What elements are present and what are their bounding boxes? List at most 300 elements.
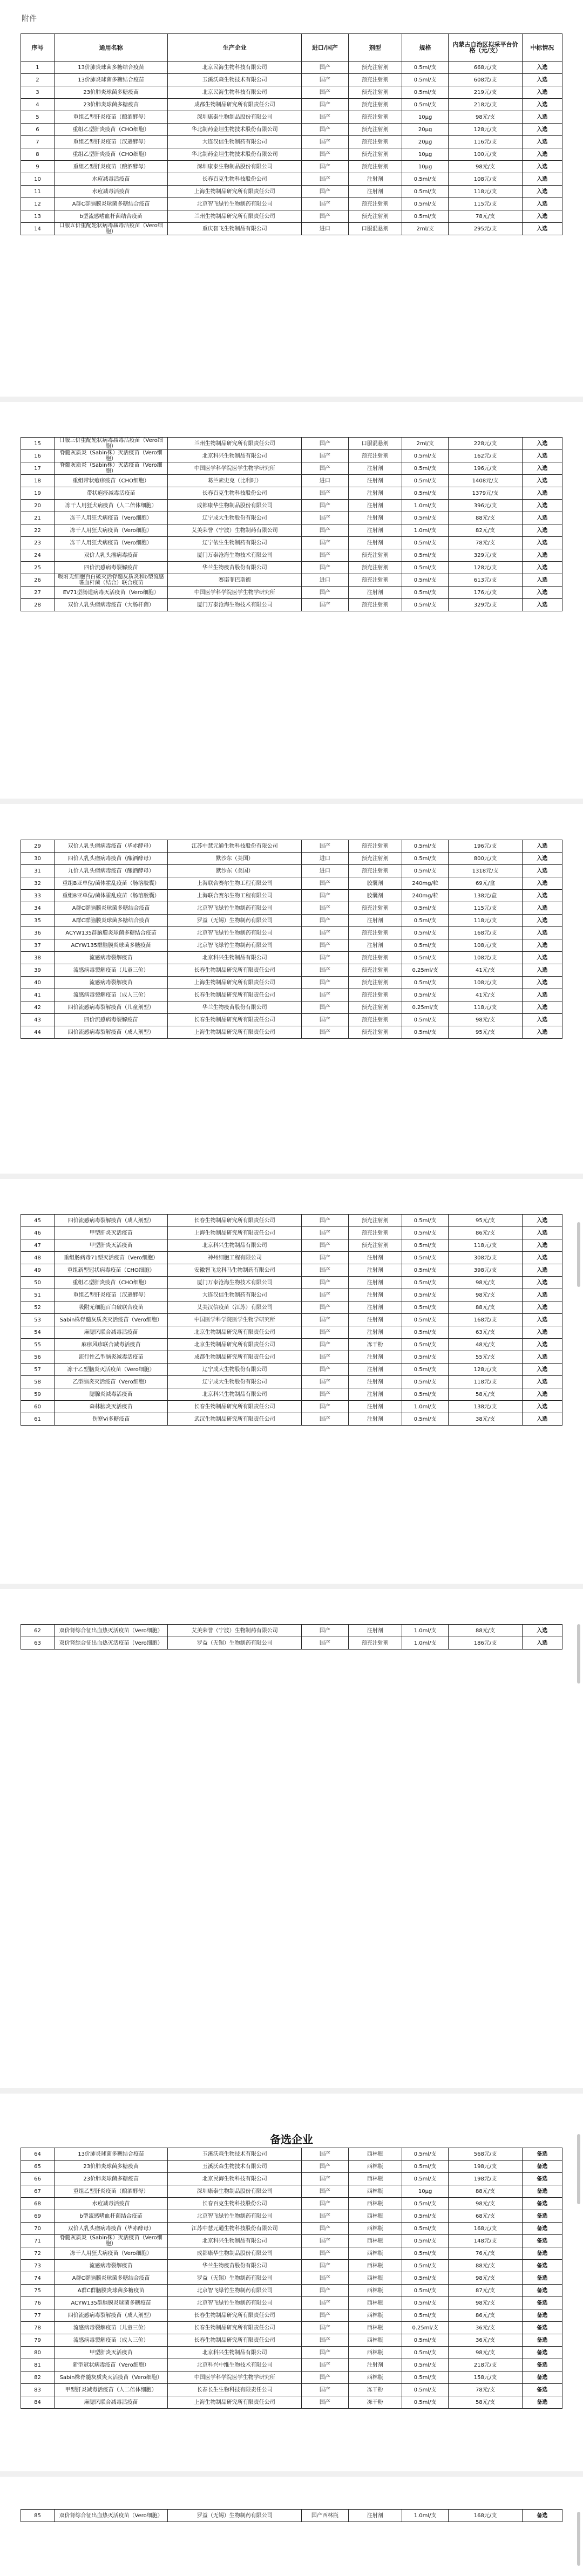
status-cell: 入选 bbox=[522, 161, 562, 173]
table-cell: 华兰生物疫苗股份有限公司 bbox=[168, 1001, 302, 1014]
table-row bbox=[21, 853, 562, 865]
table-cell: 56 bbox=[21, 1351, 55, 1364]
table-cell: 87元/支 bbox=[449, 2285, 522, 2297]
table-cell: 注射剂 bbox=[348, 1625, 402, 1637]
price-table bbox=[21, 33, 562, 235]
table-cell: 国产 bbox=[302, 537, 349, 549]
table-cell: 48元/支 bbox=[449, 1339, 522, 1351]
table-page bbox=[21, 33, 562, 235]
table-cell: 0.5ml/支 bbox=[402, 62, 449, 74]
table-row bbox=[21, 877, 562, 890]
table-row bbox=[21, 186, 562, 198]
table-row bbox=[21, 2247, 562, 2260]
table-cell: 吸附无细胞百白破灭活脊髓灰质炎和b型流感嗜血杆菌（结合）联合疫苗 bbox=[54, 574, 168, 587]
table-cell: 江苏中慧元通生物科技股份有限公司 bbox=[168, 840, 302, 853]
table-row bbox=[21, 915, 562, 927]
table-cell: 预充注射剂 bbox=[348, 111, 402, 124]
table-cell: 218元/支 bbox=[449, 99, 522, 111]
table-row bbox=[21, 99, 562, 111]
table-cell: 0.5ml/支 bbox=[402, 2297, 449, 2309]
price-table bbox=[21, 2509, 562, 2522]
status-cell: 入选 bbox=[522, 475, 562, 487]
table-cell: 77 bbox=[21, 2309, 55, 2322]
table-cell: 冻干人用狂犬病疫苗（Vero细胞） bbox=[54, 524, 168, 537]
table-cell: 59 bbox=[21, 1388, 55, 1401]
status-cell: 备选 bbox=[522, 2371, 562, 2384]
table-cell: 西林瓶 bbox=[348, 2161, 402, 2173]
table-cell: 西林瓶 bbox=[348, 2173, 402, 2185]
status-cell: 入选 bbox=[522, 890, 562, 902]
table-cell: A群C群脑膜炎球菌多糖结合疫苗 bbox=[54, 2272, 168, 2285]
status-cell: 入选 bbox=[522, 1264, 562, 1277]
table-row bbox=[21, 1289, 562, 1301]
status-cell: 备选 bbox=[522, 2347, 562, 2359]
table-cell: 37 bbox=[21, 939, 55, 952]
table-row bbox=[21, 450, 562, 462]
table-cell: 0.5ml/支 bbox=[402, 840, 449, 853]
table-page bbox=[21, 1214, 562, 1426]
table-cell: 2ml/支 bbox=[402, 223, 449, 235]
table-cell: 128元/支 bbox=[449, 1364, 522, 1376]
table-cell: 国产 bbox=[302, 2371, 349, 2384]
table-cell: 默沙东（美国） bbox=[168, 853, 302, 865]
status-cell: 入选 bbox=[522, 62, 562, 74]
table-cell: 双价人乳头瘤病毒疫苗（毕赤酵母） bbox=[54, 840, 168, 853]
table-row bbox=[21, 1339, 562, 1351]
table-cell: 上海生物制品研究所有限责任公司 bbox=[168, 2396, 302, 2409]
table-cell: 1.0ml/支 bbox=[402, 524, 449, 537]
table-cell: 33 bbox=[21, 890, 55, 902]
table-row bbox=[21, 210, 562, 223]
table-cell: 预充注射剂 bbox=[348, 574, 402, 587]
table-page bbox=[21, 2131, 562, 2409]
table-row bbox=[21, 1301, 562, 1314]
status-cell: 备选 bbox=[522, 2223, 562, 2235]
status-cell: 备选 bbox=[522, 2260, 562, 2272]
table-cell: 329元/支 bbox=[449, 549, 522, 562]
table-cell: 预充注射剂 bbox=[348, 599, 402, 611]
table-cell: 上海生物制品研究所有限责任公司 bbox=[168, 977, 302, 989]
table-cell: 预充注射剂 bbox=[348, 927, 402, 939]
table-page bbox=[21, 437, 562, 611]
table-cell: 0.5ml/支 bbox=[402, 1014, 449, 1026]
table-cell: 重组乙型肝炎疫苗（酿酒酵母） bbox=[54, 2185, 168, 2198]
table-cell: 国产 bbox=[302, 562, 349, 574]
status-cell: 入选 bbox=[522, 1215, 562, 1227]
table-cell: 0.5ml/支 bbox=[402, 1277, 449, 1289]
table-cell: 辽宁成大生物股份有限公司 bbox=[168, 512, 302, 524]
status-cell: 入选 bbox=[522, 136, 562, 148]
section-title: 备选企业 bbox=[270, 2133, 313, 2146]
status-cell: 入选 bbox=[522, 562, 562, 574]
table-cell: 308元/支 bbox=[449, 1252, 522, 1264]
table-cell: 国产 bbox=[302, 1376, 349, 1388]
table-cell: 118元/支 bbox=[449, 1239, 522, 1252]
table-cell: 23 bbox=[21, 537, 55, 549]
table-cell: 注射剂 bbox=[348, 1376, 402, 1388]
table-cell: 613元/支 bbox=[449, 574, 522, 587]
table-cell: 28 bbox=[21, 599, 55, 611]
table-cell: 88元/支 bbox=[449, 2185, 522, 2198]
table-cell: 国产 bbox=[302, 86, 349, 99]
table-cell: 42 bbox=[21, 1001, 55, 1014]
status-cell: 入选 bbox=[522, 865, 562, 877]
table-cell: 国产 bbox=[302, 2359, 349, 2371]
table-cell: 0.5ml/支 bbox=[402, 1301, 449, 1314]
table-cell: 2 bbox=[21, 74, 55, 86]
table-row bbox=[21, 2272, 562, 2285]
table-cell: 1.0ml/支 bbox=[402, 2510, 449, 2522]
status-cell: 备选 bbox=[522, 2161, 562, 2173]
scrollbar[interactable] bbox=[577, 1222, 580, 1287]
table-cell: 10μg bbox=[402, 2185, 449, 2198]
table-row bbox=[21, 512, 562, 524]
table-cell: 西林瓶 bbox=[348, 2260, 402, 2272]
status-cell: 入选 bbox=[522, 549, 562, 562]
status-cell: 备选 bbox=[522, 2185, 562, 2198]
table-cell: 138元/支 bbox=[449, 1401, 522, 1413]
table-row bbox=[21, 977, 562, 989]
table-cell: 预充注射剂 bbox=[348, 977, 402, 989]
table-cell: 1.0ml/支 bbox=[402, 500, 449, 512]
table-cell: 预充注射剂 bbox=[348, 136, 402, 148]
table-cell: 预充注射剂 bbox=[348, 964, 402, 977]
table-row bbox=[21, 62, 562, 74]
table-cell: 注射剂 bbox=[348, 1351, 402, 1364]
table-cell: 0.5ml/支 bbox=[402, 475, 449, 487]
table-cell: 注射剂 bbox=[348, 939, 402, 952]
table-cell: 森林脑炎灭活疫苗 bbox=[54, 1401, 168, 1413]
table-row bbox=[21, 2173, 562, 2185]
table-cell: 98元/支 bbox=[449, 2198, 522, 2210]
table-cell: 上海生物制品研究所有限责任公司 bbox=[168, 1026, 302, 1039]
table-cell: 2ml/支 bbox=[402, 438, 449, 450]
table-cell: 1.0ml/支 bbox=[402, 1401, 449, 1413]
attachment-label: 附件 bbox=[22, 15, 37, 23]
status-cell: 入选 bbox=[522, 574, 562, 587]
table-cell: Sabin株脊髓灰质炎灭活疫苗（Vero细胞） bbox=[54, 1314, 168, 1326]
table-cell: 国产 bbox=[302, 2185, 349, 2198]
status-cell: 入选 bbox=[522, 1289, 562, 1301]
table-cell: 国产 bbox=[302, 1364, 349, 1376]
table-cell: 0.5ml/支 bbox=[402, 210, 449, 223]
table-cell: 甲型肝炎灭活疫苗 bbox=[54, 1239, 168, 1252]
table-cell: 196元/支 bbox=[449, 462, 522, 475]
table-cell: 0.5ml/支 bbox=[402, 574, 449, 587]
table-cell: 上海生物制品研究所有限责任公司 bbox=[168, 1227, 302, 1239]
table-row bbox=[21, 475, 562, 487]
status-cell: 入选 bbox=[522, 587, 562, 599]
table-cell: 国产 bbox=[302, 2247, 349, 2260]
table-cell: 34 bbox=[21, 902, 55, 915]
table-cell: 西林瓶 bbox=[348, 2322, 402, 2334]
table-row bbox=[21, 840, 562, 853]
table-cell: 0.5ml/支 bbox=[402, 1264, 449, 1277]
table-cell: 国产 bbox=[302, 2272, 349, 2285]
table-cell: 329元/支 bbox=[449, 599, 522, 611]
table-row bbox=[21, 890, 562, 902]
table-cell: 196元/支 bbox=[449, 840, 522, 853]
table-cell: 江苏中慧元通生物科技股份有限公司 bbox=[168, 2223, 302, 2235]
status-cell: 备选 bbox=[522, 2510, 562, 2522]
table-cell: 注射剂 bbox=[348, 1326, 402, 1339]
table-cell: 78 bbox=[21, 2322, 55, 2334]
table-row bbox=[21, 927, 562, 939]
table-cell: 上海联合赛尔生物工程有限公司 bbox=[168, 890, 302, 902]
table-cell: 43 bbox=[21, 1014, 55, 1026]
table-cell: 13价肺炎球菌多糖结合疫苗 bbox=[54, 74, 168, 86]
table-cell: 63元/支 bbox=[449, 1326, 522, 1339]
table-cell: 北京民海生物科技有限公司 bbox=[168, 62, 302, 74]
table-cell: 重组乙型肝炎疫苗（酿酒酵母） bbox=[54, 111, 168, 124]
table-cell: 国产 bbox=[302, 124, 349, 136]
table-cell: 218元/支 bbox=[449, 2359, 522, 2371]
table-row bbox=[21, 1326, 562, 1339]
table-cell: 国产 bbox=[302, 989, 349, 1001]
status-cell: 入选 bbox=[522, 537, 562, 549]
table-cell: 国产 bbox=[302, 549, 349, 562]
table-cell: 大连汉信生物制药有限公司 bbox=[168, 136, 302, 148]
table-cell: 0.5ml/支 bbox=[402, 1351, 449, 1364]
table-cell: 25 bbox=[21, 562, 55, 574]
table-row bbox=[21, 1413, 562, 1426]
status-cell: 备选 bbox=[522, 2396, 562, 2409]
scrollbar[interactable] bbox=[577, 2512, 580, 2566]
table-cell: 冻干人用狂犬病疫苗（Vero细胞） bbox=[54, 2247, 168, 2260]
table-cell: 辽宁成大生物股份有限公司 bbox=[168, 1364, 302, 1376]
table-row bbox=[21, 549, 562, 562]
table-cell: 预充注射剂 bbox=[348, 198, 402, 210]
table-row bbox=[21, 865, 562, 877]
table-cell: 北京民海生物科技有限公司 bbox=[168, 2173, 302, 2185]
table-cell: 西林瓶 bbox=[348, 2198, 402, 2210]
table-cell: 四价流感病毒裂解疫苗 bbox=[54, 1014, 168, 1026]
status-cell: 入选 bbox=[522, 1277, 562, 1289]
table-cell: 国产 bbox=[302, 1401, 349, 1413]
status-cell: 入选 bbox=[522, 915, 562, 927]
table-cell: 国产 bbox=[302, 1215, 349, 1227]
table-row bbox=[21, 2260, 562, 2272]
status-cell: 入选 bbox=[522, 853, 562, 865]
column-header: 规格 bbox=[402, 34, 449, 62]
table-cell: 84 bbox=[21, 2396, 55, 2409]
table-row bbox=[21, 1376, 562, 1388]
table-cell: 胶囊剂 bbox=[348, 877, 402, 890]
table-cell: 国产 bbox=[302, 2198, 349, 2210]
table-row bbox=[21, 1314, 562, 1326]
table-cell: 69元/盒 bbox=[449, 877, 522, 890]
table-cell: 国产 bbox=[302, 1413, 349, 1426]
table-row bbox=[21, 2510, 562, 2522]
table-row bbox=[21, 111, 562, 124]
table-cell: 预充注射剂 bbox=[348, 124, 402, 136]
table-cell: A群C群脑膜炎球菌多糖结合疫苗 bbox=[54, 902, 168, 915]
table-cell: 国产 bbox=[302, 62, 349, 74]
table-cell: 74 bbox=[21, 2272, 55, 2285]
table-cell: 双价肾综合征出血热灭活疫苗（Vero细胞） bbox=[54, 2510, 168, 2522]
table-cell: 54 bbox=[21, 1326, 55, 1339]
table-cell: 295元/支 bbox=[449, 223, 522, 235]
column-header: 进口/国产 bbox=[302, 34, 349, 62]
table-row bbox=[21, 537, 562, 549]
table-cell: 68 bbox=[21, 2198, 55, 2210]
table-cell: 47 bbox=[21, 1239, 55, 1252]
table-cell: 深圳康泰生物制品股份有限公司 bbox=[168, 2185, 302, 2198]
table-cell: 吸附无细胞百白破联合疫苗 bbox=[54, 1301, 168, 1314]
price-table bbox=[21, 1214, 562, 1426]
table-cell: 九价人乳头瘤病毒疫苗（酿酒酵母） bbox=[54, 865, 168, 877]
table-cell: 预充注射剂 bbox=[348, 1637, 402, 1650]
table-cell: 0.5ml/支 bbox=[402, 512, 449, 524]
table-cell: 流感病毒裂解疫苗（成人三价） bbox=[54, 989, 168, 1001]
table-row bbox=[21, 1227, 562, 1239]
table-cell: 艾美汉信疫苗（江苏）有限公司 bbox=[168, 1301, 302, 1314]
table-cell: 198元/支 bbox=[449, 2161, 522, 2173]
table-cell: 长春生物制品研究所有限责任公司 bbox=[168, 2334, 302, 2347]
table-cell: 麻疹风疹联合减毒活疫苗 bbox=[54, 1339, 168, 1351]
table-cell: 长春生物制品研究所有限责任公司 bbox=[168, 989, 302, 1001]
table-cell: 国产 bbox=[302, 587, 349, 599]
status-cell: 备选 bbox=[522, 2272, 562, 2285]
table-cell: 北京科兴生物制品有限公司 bbox=[168, 2235, 302, 2247]
status-cell: 备选 bbox=[522, 2309, 562, 2322]
table-cell: 国产 bbox=[302, 2297, 349, 2309]
table-cell: 26 bbox=[21, 574, 55, 587]
table-cell: 58元/支 bbox=[449, 1388, 522, 1401]
table-cell: 13 bbox=[21, 210, 55, 223]
table-cell: 162元/支 bbox=[449, 450, 522, 462]
table-cell: 396元/支 bbox=[449, 500, 522, 512]
table-cell: 53 bbox=[21, 1314, 55, 1326]
table-cell: 62 bbox=[21, 1625, 55, 1637]
table-cell: 脊髓灰质炎（Sabin株）灭活疫苗（Vero细胞） bbox=[54, 450, 168, 462]
table-cell: 冻干粉 bbox=[348, 2384, 402, 2396]
table-cell: 21 bbox=[21, 512, 55, 524]
scrollbar[interactable] bbox=[577, 2134, 580, 2204]
table-cell: 预充注射剂 bbox=[348, 562, 402, 574]
status-cell: 入选 bbox=[522, 927, 562, 939]
table-cell: 0.5ml/支 bbox=[402, 537, 449, 549]
table-row bbox=[21, 2309, 562, 2322]
table-cell: 国产 bbox=[302, 2384, 349, 2396]
column-header: 剂型 bbox=[348, 34, 402, 62]
table-cell: 168元/支 bbox=[449, 2223, 522, 2235]
table-cell: 国产 bbox=[302, 1326, 349, 1339]
table-cell: 注射剂 bbox=[348, 1401, 402, 1413]
table-cell: 国产 bbox=[302, 599, 349, 611]
table-cell: 北京科兴生物制品有限公司 bbox=[168, 1388, 302, 1401]
table-cell: 预充注射剂 bbox=[348, 1239, 402, 1252]
table-cell: 四价流感病毒裂解疫苗（儿童剂型） bbox=[54, 1001, 168, 1014]
table-cell: 国产 bbox=[302, 1637, 349, 1650]
table-cell: 厦门万泰沧海生物技术有限公司 bbox=[168, 549, 302, 562]
table-cell: 进口 bbox=[302, 853, 349, 865]
table-row bbox=[21, 2185, 562, 2198]
table-cell: 9 bbox=[21, 161, 55, 173]
table-cell: 148元/支 bbox=[449, 2235, 522, 2247]
table-cell: 国产 bbox=[302, 2309, 349, 2322]
status-cell: 入选 bbox=[522, 1014, 562, 1026]
table-cell: 398元/支 bbox=[449, 1264, 522, 1277]
table-cell: 重组带状疱疹疫苗（CHO细胞） bbox=[54, 475, 168, 487]
table-cell: 52 bbox=[21, 1301, 55, 1314]
table-cell: 13价肺炎球菌多糖结合疫苗 bbox=[54, 2148, 168, 2161]
table-cell: 1379元/支 bbox=[449, 487, 522, 500]
table-cell: 大连汉信生物制药有限公司 bbox=[168, 1289, 302, 1301]
table-row bbox=[21, 161, 562, 173]
table-cell: 0.5ml/支 bbox=[402, 1376, 449, 1388]
table-cell: 进口 bbox=[302, 475, 349, 487]
table-cell: 国产 bbox=[302, 1289, 349, 1301]
table-cell: 流感病毒裂解疫苗（儿童三价） bbox=[54, 964, 168, 977]
table-cell: 注射剂 bbox=[348, 1252, 402, 1264]
table-cell: 12 bbox=[21, 198, 55, 210]
status-cell: 入选 bbox=[522, 1252, 562, 1264]
table-cell: 108元/支 bbox=[449, 173, 522, 186]
table-cell: 国产 bbox=[302, 1014, 349, 1026]
table-row bbox=[21, 1364, 562, 1376]
table-cell: 乙型脑炎灭活疫苗（Vero细胞） bbox=[54, 1376, 168, 1388]
table-row bbox=[21, 124, 562, 136]
table-cell: 厦门万泰沧海生物技术有限公司 bbox=[168, 1277, 302, 1289]
table-cell: 国产 bbox=[302, 1001, 349, 1014]
table-cell: 115元/支 bbox=[449, 902, 522, 915]
table-cell: 国产 bbox=[302, 1339, 349, 1351]
table-cell: 双价人乳头瘤病毒疫苗 bbox=[54, 549, 168, 562]
table-cell: 预充注射剂 bbox=[348, 1014, 402, 1026]
table-cell: 98元/支 bbox=[449, 2297, 522, 2309]
table-cell: 0.5ml/支 bbox=[402, 2210, 449, 2223]
status-cell: 入选 bbox=[522, 173, 562, 186]
table-cell: 20μg bbox=[402, 124, 449, 136]
table-cell: 预充注射剂 bbox=[348, 86, 402, 99]
table-cell: 1.0ml/支 bbox=[402, 1637, 449, 1650]
status-cell: 备选 bbox=[522, 2210, 562, 2223]
table-cell: 赛诺菲巴斯德 bbox=[168, 574, 302, 587]
table-cell: 0.5ml/支 bbox=[402, 1026, 449, 1039]
table-cell: 重组乙型肝炎疫苗（汉逊酵母） bbox=[54, 136, 168, 148]
table-page bbox=[21, 2509, 562, 2522]
table-cell: 71 bbox=[21, 2235, 55, 2247]
table-cell: 240mg/粒 bbox=[402, 890, 449, 902]
table-cell: 重组乙型肝炎疫苗（CHO细胞） bbox=[54, 124, 168, 136]
table-cell: Sabin株脊髓灰质炎灭活疫苗（Vero细胞） bbox=[54, 2371, 168, 2384]
table-cell: 北京智飞绿竹生物制药有限公司 bbox=[168, 927, 302, 939]
table-cell: 36 bbox=[21, 927, 55, 939]
status-cell: 入选 bbox=[522, 450, 562, 462]
table-cell: 预充注射剂 bbox=[348, 865, 402, 877]
scrollbar[interactable] bbox=[577, 1624, 580, 1684]
table-cell: 0.5ml/支 bbox=[402, 1314, 449, 1326]
table-cell: 219元/支 bbox=[449, 86, 522, 99]
status-cell: 入选 bbox=[522, 1339, 562, 1351]
status-cell: 入选 bbox=[522, 977, 562, 989]
table-cell: 四价流感病毒裂解疫苗 bbox=[54, 562, 168, 574]
table-cell: 国产 bbox=[302, 438, 349, 450]
table-cell: 16 bbox=[21, 450, 55, 462]
price-table bbox=[21, 2148, 562, 2409]
table-cell: 注射剂 bbox=[348, 462, 402, 475]
table-cell: 预充注射剂 bbox=[348, 549, 402, 562]
status-cell: 入选 bbox=[522, 1239, 562, 1252]
table-cell: 默沙东（美国） bbox=[168, 865, 302, 877]
table-cell: 0.5ml/支 bbox=[402, 2198, 449, 2210]
table-cell: 23价肺炎球菌多糖疫苗 bbox=[54, 99, 168, 111]
table-cell: 51 bbox=[21, 1289, 55, 1301]
table-row bbox=[21, 2322, 562, 2334]
table-row bbox=[21, 1637, 562, 1650]
status-cell: 备选 bbox=[522, 2285, 562, 2297]
